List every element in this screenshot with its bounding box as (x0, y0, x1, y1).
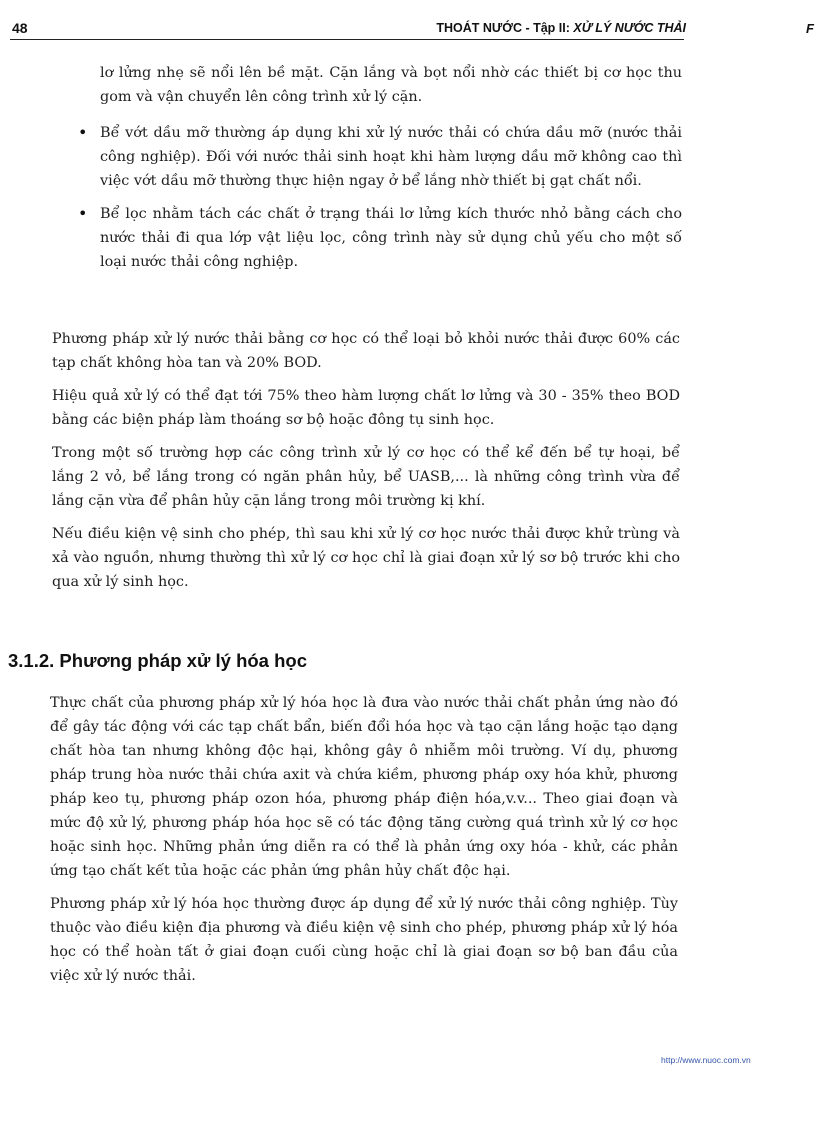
paragraph: Hiệu quả xử lý có thể đạt tới 75% theo hàm lượng chất lơ lửng và 30 - 35% theo BOD bằng các biện pháp làm thoáng sơ bộ hoặc đông tụ sinh học. (52, 388, 680, 428)
running-title-italic: XỬ LÝ NƯỚC THẢI (573, 21, 686, 35)
page-number: 48 (12, 20, 28, 36)
header-divider (10, 39, 684, 40)
paragraph: Phương pháp xử lý nước thải bằng cơ học có thể loại bỏ khỏi nước thải được 60% các tạp chất không hòa tan và 20% BOD. (52, 331, 680, 371)
bullet-list (100, 121, 682, 283)
section-body (50, 691, 678, 997)
paragraph: Trong một số trường hợp các công trình xử lý cơ học có thể kể đến bể tự hoại, bể lắng 2 vỏ, bể lắng trong có ngăn phân hủy, bể UASB,... là những công trình vừa để lắng cặn vừa để phân hủy cặn lắng trong môi trường kị khí. (52, 445, 680, 509)
paragraph: Nếu điều kiện vệ sinh cho phép, thì sau khi xử lý cơ học nước thải được khử trùng và xả vào nguồn, nhưng thường thì xử lý cơ học chỉ là giai đoạn xử lý sơ bộ trước khi cho qua xử lý sinh học. (52, 526, 680, 590)
running-title-prefix: THOÁT NƯỚC - Tập II: (436, 21, 574, 35)
paragraph: Phương pháp xử lý hóa học thường được áp dụng để xử lý nước thải công nghiệp. Tùy thuộc vào điều kiện địa phương và điều kiện vệ sinh cho phép, phương pháp xử lý hóa học có thể hoàn tất ở giai đoạn cuối cùng hoặc chỉ là giai đoạn sơ bộ ban đầu của việc xử lý nước thải. (50, 896, 678, 984)
page-header (0, 18, 816, 40)
paragraph: Thực chất của phương pháp xử lý hóa học là đưa vào nước thải chất phản ứng nào đó để gây tác động với các tạp chất bẩn, biến đổi hóa học và tạo cặn lắng hoặc tạo dạng chất hòa tan nhưng không độc hại, không gây ô nhiễm môi trường. Ví dụ, phương pháp trung hòa nước thải chứa axit và chứa kiềm, phương pháp oxy hóa khử, phương pháp keo tụ, phương pháp ozon hóa, phương pháp điện hóa,v.v... Theo giai đoạn và mức độ xử lý, phương pháp hóa học sẽ có tác động tăng cường quá trình xử lý cơ học hoặc sinh học. Những phản ứng diễn ra có thể là phản ứng oxy hóa - khử, các phản ứng tạo chất kết tủa hoặc các phản ứng phân hủy chất độc hại. (50, 695, 678, 879)
section-heading: 3.1.2. Phương pháp xử lý hóa học (8, 650, 307, 671)
bullet-item: • Bể lọc nhằm tách các chất ở trạng thái lơ lửng kích thước nhỏ bằng cách cho nước thải đi qua lớp vật liệu lọc, công trình này sử dụng chủ yếu cho một số loại nước thải công nghiệp. (100, 202, 682, 274)
running-title (436, 21, 686, 35)
edge-mark: F (806, 21, 814, 36)
footer-link[interactable]: http://www.nuoc.com.vn (661, 1055, 751, 1065)
bullet-item: • Bể vớt dầu mỡ thường áp dụng khi xử lý nước thải có chứa dầu mỡ (nước thải công nghiệp). Đối với nước thải sinh hoạt khi hàm lượng dầu mỡ không cao thì việc vớt dầu mỡ thường thực hiện ngay ở bể lắng nhờ thiết bị gạt chất nổi. (100, 121, 682, 193)
intro-continuation: lơ lửng nhẹ sẽ nổi lên bề mặt. Cặn lắng và bọt nổi nhờ các thiết bị cơ học thu gom và vận chuyển lên công trình xử lý cặn. (100, 65, 682, 105)
paragraph-group (52, 327, 680, 603)
